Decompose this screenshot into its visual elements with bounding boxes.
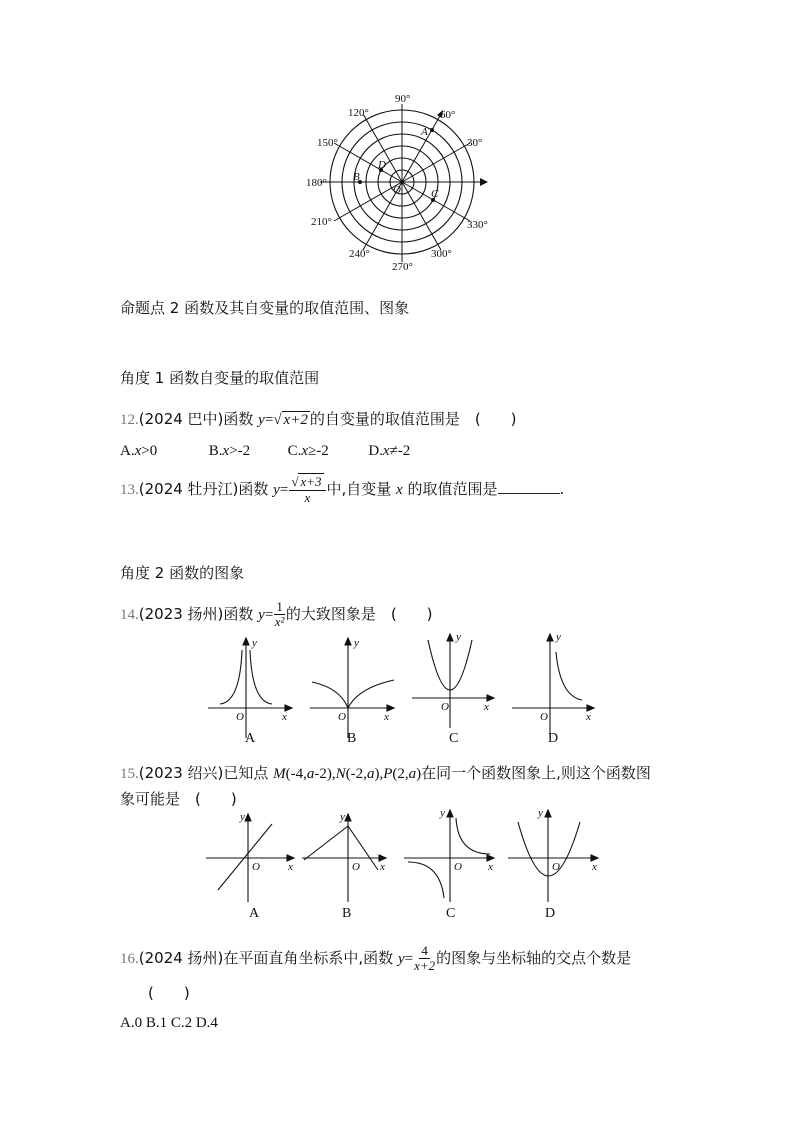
axis-y-label: y <box>354 637 359 649</box>
var-a: a <box>366 766 375 782</box>
origin-label: O <box>236 711 244 723</box>
question-12 <box>120 408 517 431</box>
graph-label-A: A <box>245 731 256 746</box>
question-source: (2024 巴中)函数 <box>138 410 259 428</box>
axis-y-label: y <box>556 631 561 643</box>
point-label-C: C <box>431 188 439 200</box>
origin-label: O <box>552 861 560 873</box>
graph-label-B: B <box>347 731 357 746</box>
polar-grid-figure <box>300 90 500 275</box>
question-number: 12. <box>120 412 139 428</box>
origin-label: O <box>454 861 462 873</box>
option-letter: A. <box>120 443 135 459</box>
graph-label-D: D <box>548 731 559 746</box>
angle-label-270: 270° <box>392 261 413 273</box>
axis-y-label: y <box>240 811 245 823</box>
q15-graph-D[interactable] <box>508 810 598 902</box>
axis-x-label: x <box>488 861 493 873</box>
option-value: ≥-2 <box>308 443 329 459</box>
axis-x-label: x <box>592 861 597 873</box>
coord: ) <box>416 766 422 782</box>
question-tail: 的自变量的取值范围是 ( ) <box>309 410 517 428</box>
angle-label-240: 240° <box>349 248 370 260</box>
var-y: y <box>258 412 265 428</box>
question-15 <box>120 762 651 785</box>
axis-y-label: y <box>456 631 461 643</box>
graph-label-C: C <box>446 906 456 921</box>
var-a: a <box>408 766 417 782</box>
coord: (2, <box>392 766 409 782</box>
angle-label-330: 330° <box>467 219 488 231</box>
option-A[interactable] <box>120 443 157 459</box>
question-number: 13. <box>120 482 139 498</box>
option-value: ≠-2 <box>389 443 411 459</box>
fraction <box>274 600 285 629</box>
radicand: x+3 <box>300 473 322 489</box>
fraction-denominator: x² <box>274 614 285 629</box>
point-label-A: A <box>421 126 428 138</box>
question-13 <box>120 472 564 507</box>
q15-graph-B[interactable] <box>302 814 386 902</box>
axis-x-label: x <box>384 711 389 723</box>
fraction <box>289 475 325 505</box>
axis-x-label: x <box>282 711 287 723</box>
angle-label-30: 30° <box>467 137 483 149</box>
option-var: x <box>382 443 390 459</box>
var-a: a <box>306 766 315 782</box>
point-label-D: D <box>378 159 386 171</box>
q14-graphs <box>200 630 600 750</box>
axis-x-label: x <box>288 861 293 873</box>
question-12-options <box>120 440 410 462</box>
q14-graph-C[interactable] <box>412 634 494 728</box>
option-letter: C. <box>287 443 302 459</box>
angle-label-180: 180° <box>306 177 327 189</box>
point-M: M <box>273 766 286 782</box>
point-A-dot <box>430 128 434 132</box>
angle1-title: 角度 1 函数自变量的取值范围 <box>120 369 320 387</box>
option-value: >-2 <box>229 443 251 459</box>
equals-sign: = <box>264 412 274 428</box>
axis-x-label: x <box>586 711 591 723</box>
origin-label: O <box>352 861 360 873</box>
question-15-line2: 象可能是 ( ) <box>120 790 237 808</box>
coord: -2), <box>314 766 336 782</box>
axis-y-label: y <box>340 811 345 823</box>
question-16 <box>120 941 631 976</box>
question-tail: 中,自变量 <box>326 480 397 498</box>
question-tail: 的大致图象是 ( ) <box>285 605 433 623</box>
angle-label-60: 60° <box>440 109 456 121</box>
angle-label-300: 300° <box>431 248 452 260</box>
point-label-B: B <box>353 171 360 183</box>
origin-label: O <box>338 711 346 723</box>
section-title: 命题点 2 函数及其自变量的取值范围、图象 <box>120 299 410 317</box>
sqrt-icon: √ <box>273 412 282 428</box>
answer-blank[interactable] <box>498 479 560 494</box>
question-source: (2024 扬州)在平面直角坐标系中,函数 <box>138 949 398 967</box>
question-tail: 的图象与坐标轴的交点个数是 <box>436 949 632 967</box>
point-N: N <box>335 766 346 782</box>
var-y: y <box>397 951 405 967</box>
axis-x-label: x <box>380 861 385 873</box>
q15-graph-A[interactable] <box>206 814 294 902</box>
q14-graph-D[interactable] <box>512 634 594 738</box>
option-letter: D. <box>368 443 383 459</box>
question-number: 14. <box>120 607 139 623</box>
axis-y-label: y <box>538 807 543 819</box>
fraction-numerator: 4 <box>421 943 428 958</box>
polar-rays <box>320 104 485 262</box>
graph-label-D: D <box>545 906 556 921</box>
fraction-numerator <box>289 475 325 491</box>
origin-label: O <box>540 711 548 723</box>
equals-sign: = <box>404 951 414 967</box>
fraction-denominator: x+2 <box>414 958 436 973</box>
question-tail-2: 的取值范围是 <box>402 480 498 498</box>
q14-graph-A[interactable] <box>208 638 292 738</box>
fraction-numerator: 1 <box>276 599 283 614</box>
axis-x-label: x <box>484 701 489 713</box>
option-C[interactable] <box>288 443 329 459</box>
graph-label-C: C <box>449 731 459 746</box>
angle-label-120: 120° <box>348 107 369 119</box>
option-var: x <box>222 443 230 459</box>
option-letter: B. <box>208 443 223 459</box>
option-value: >0 <box>141 443 158 459</box>
fraction <box>414 944 435 973</box>
option-var: x <box>134 443 142 459</box>
var-x: x <box>396 482 403 498</box>
fraction-denominator: x <box>304 489 311 505</box>
radicand: x+2 <box>283 412 308 428</box>
origin-label: O <box>252 861 260 873</box>
angle2-title: 角度 2 函数的图象 <box>120 564 245 582</box>
coord: (-2, <box>345 766 367 782</box>
graph-label-A: A <box>249 906 260 921</box>
equals-sign: = <box>264 607 274 623</box>
coord: ), <box>374 766 384 782</box>
coord: (-4, <box>285 766 307 782</box>
q15-graph-C[interactable] <box>404 810 494 902</box>
origin-label: O <box>441 701 449 713</box>
question-14 <box>120 597 433 632</box>
axis-y-label: y <box>440 807 445 819</box>
equals-sign: = <box>279 482 289 498</box>
q15-graphs <box>200 806 610 910</box>
angle-label-90: 90° <box>395 93 411 105</box>
polar-axis-arrow <box>480 178 488 186</box>
question-source: (2023 绍兴)已知点 <box>138 764 274 782</box>
question-source: (2024 牡丹江)函数 <box>138 480 274 498</box>
option-var: x <box>301 443 309 459</box>
question-16-paren: ( ) <box>148 984 190 1002</box>
option-D[interactable] <box>368 443 410 459</box>
question-16-options: A.0 B.1 C.2 D.4 <box>120 1015 218 1031</box>
question-source: (2023 扬州)函数 <box>138 605 259 623</box>
point-P: P <box>383 766 393 782</box>
angle-label-150: 150° <box>317 137 338 149</box>
angle-label-210: 210° <box>311 216 332 228</box>
sqrt-icon: √ <box>291 473 299 489</box>
option-B[interactable] <box>209 443 250 459</box>
origin-label: O <box>393 184 401 196</box>
var-y: y <box>273 482 280 498</box>
axis-y-label: y <box>252 637 257 649</box>
question-number: 15. <box>120 766 139 782</box>
question-tail: 在同一个函数图象上,则这个函数图 <box>421 764 651 782</box>
q14-graph-B[interactable] <box>310 638 394 738</box>
graph-label-B: B <box>342 906 352 921</box>
var-y: y <box>258 607 265 623</box>
question-number: 16. <box>120 951 139 967</box>
period: . <box>559 480 565 498</box>
